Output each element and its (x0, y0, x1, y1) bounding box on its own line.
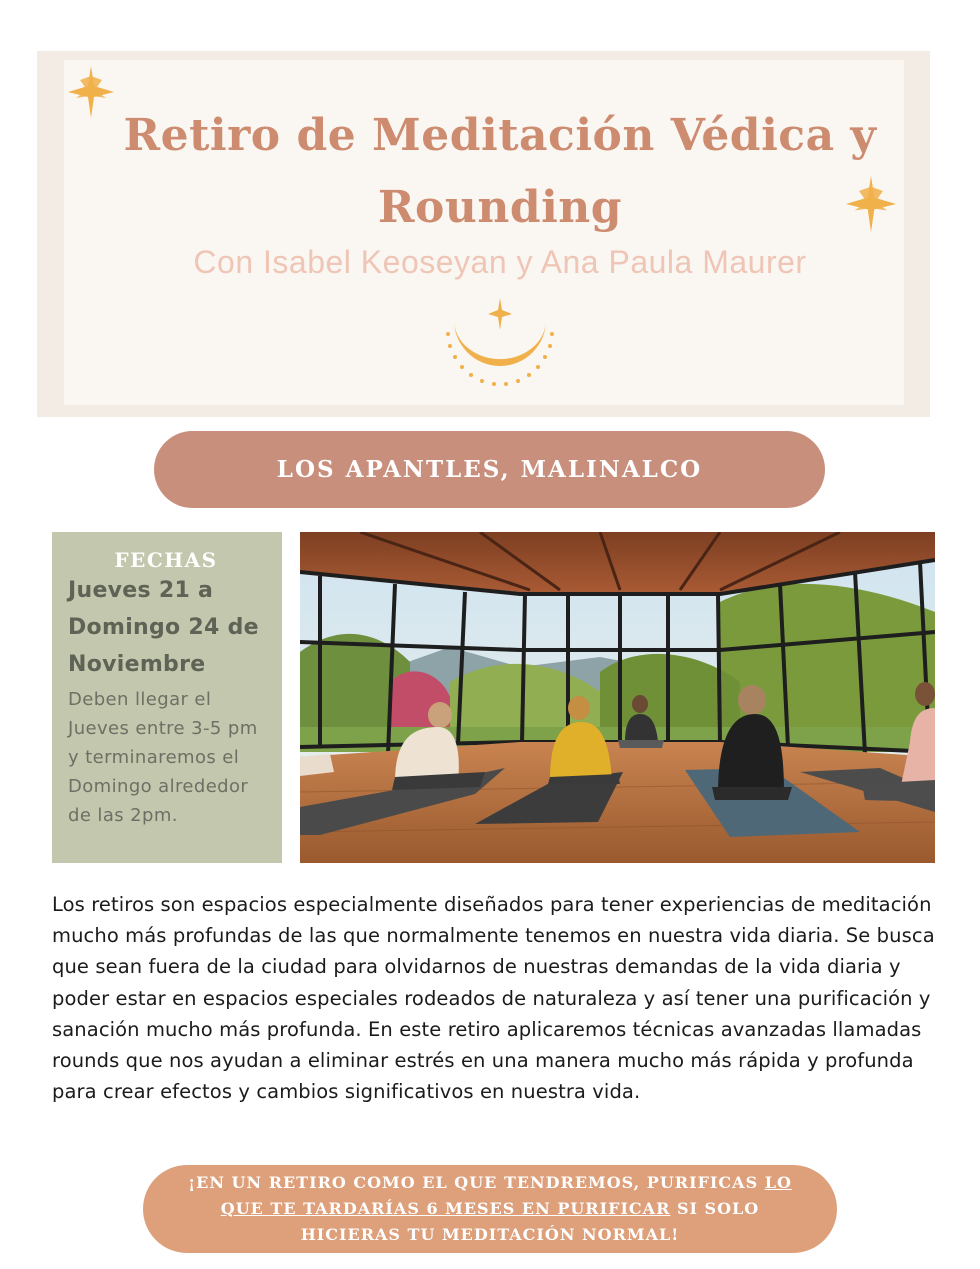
crescent-moon-icon (440, 296, 560, 392)
dates-box (52, 532, 282, 863)
callout-text-start: ¡EN UN RETIRO COMO EL QUE TENDREMOS, PURIFICAS (188, 1173, 765, 1192)
dates-heading: FECHAS (114, 548, 218, 572)
retreat-photo (300, 532, 935, 863)
location-banner: LOS APANTLES, MALINALCO (154, 431, 825, 508)
arrival-note: Deben llegar el Jueves entre 3-5 pm y terminaremos el Domingo alrededor de las 2pm. (68, 689, 258, 826)
callout-text-end: SI SOLO HICIERAS TU MEDITACIÓN NORMAL! (300, 1199, 760, 1244)
description-paragraph: Los retiros son espacios especialmente diseñados para tener experiencias de meditación mucho más profundas de las que normalmente tenemos en nuestra vida diaria. Se busca que sean fuera de la ciudad para olvidarnos de nuestras demandas de la vida diaria y poder estar en espacios especiales rodeados de naturaleza y así tener una purificación y sanación mucho más profunda. En este retiro aplicaremos técnicas avanzadas llamadas rounds que nos ayudan a eliminar estrés en una manera mucho más rápida y profunda para crear efectos y cambios significativos en nuestra vida. (52, 893, 935, 1104)
dates-range: Jueves 21 a Domingo 24 de Noviembre (68, 578, 259, 677)
page-title: Retiro de Meditación Védica y Rounding (123, 110, 877, 233)
callout-text-underlined: LO QUE TE TARDARÍAS 6 MESES EN PURIFICAR (220, 1173, 792, 1218)
purification-callout (143, 1165, 837, 1253)
page-subtitle: Con Isabel Keoseyan y Ana Paula Maurer (193, 244, 807, 280)
